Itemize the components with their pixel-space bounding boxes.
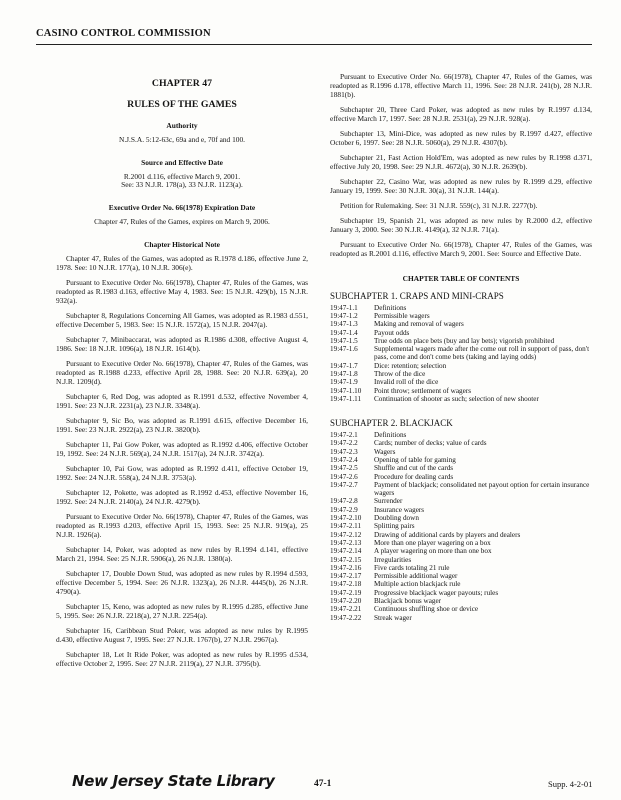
history-paragraph: Subchapter 8, Regulations Concerning All Games, was adopted as R.1983 d.551, effective December 5, 1983. See: 15 N.J.R. 1572(a), 15 N.J.R. 2047(a). bbox=[56, 310, 308, 329]
section-number: 19:47-1.1 bbox=[330, 303, 358, 312]
section-title: Definitions bbox=[374, 303, 407, 312]
source-heading: Source and Effective Date bbox=[141, 157, 223, 167]
source-line-2: See: 33 N.J.R. 178(a), 33 N.J.R. 1123(a). bbox=[121, 180, 243, 190]
section-title: Doubling down bbox=[374, 514, 419, 523]
section-title: Surrender bbox=[374, 497, 403, 506]
section-number: 19:47-1.4 bbox=[330, 328, 358, 337]
history-paragraph: Chapter 47, Rules of the Games, was adopted as R.1978 d.186, effective June 2, 1978. See: 10 N.J.R. 177(a), 10 N.J.R. 306(e). bbox=[56, 254, 308, 272]
toc-entry bbox=[330, 439, 592, 447]
history-paragraph: Subchapter 16, Caribbean Stud Poker, was adopted as new rules by R.1995 d.430, effective August 7, 1995. See: 27 N.J.R. 1767(b), 27 N.J.R. 2967(a). bbox=[56, 625, 308, 644]
history-paragraph: Petition for Rulemaking. See: 31 N.J.R. 559(c), 31 N.J.R. 2277(b). bbox=[340, 200, 538, 210]
history-paragraph: Subchapter 15, Keno, was adopted as new rules by R.1995 d.285, effective June 5, 1995. See: 26 N.J.R. 2218(a), 27 N.J.R. 2254(a). bbox=[56, 601, 308, 620]
section-title: Definitions bbox=[374, 431, 407, 440]
section-number: 19:47-1.2 bbox=[330, 311, 358, 320]
section-title: Continuation of shooter as such; selection of new shooter bbox=[374, 394, 539, 403]
toc-entry bbox=[330, 580, 592, 588]
toc-heading: CHAPTER TABLE OF CONTENTS bbox=[402, 273, 520, 283]
section-number: 19:47-2.22 bbox=[330, 613, 362, 622]
chapter-label: CHAPTER 47 bbox=[151, 78, 213, 89]
toc-entry bbox=[330, 547, 592, 555]
section-number: 19:47-2.9 bbox=[330, 505, 358, 514]
section-number: 19:47-2.20 bbox=[330, 597, 362, 606]
toc-entry bbox=[330, 614, 592, 622]
expiration-heading: Executive Order No. 66(1978) Expiration Date bbox=[108, 203, 256, 213]
history-paragraph: Subchapter 13, Mini-Dice, was adopted as new rules by R.1997 d.427, effective October 6, 1997. See: 28 N.J.R. 5060(a), 29 N.J.R. 4307(b). bbox=[330, 128, 592, 147]
toc-entry bbox=[330, 564, 592, 572]
subchapter-2-list bbox=[330, 431, 592, 622]
history-paragraph: Subchapter 18, Let It Ride Poker, was adopted as new rules by R.1995 d.534, effective October 2, 1995. See: 27 N.J.R. 2119(a), 27 N.J.R. 3795(b). bbox=[56, 649, 308, 668]
section-title: Insurance wagers bbox=[374, 505, 425, 514]
section-number: 19:47-2.14 bbox=[330, 547, 362, 556]
section-title: Invalid roll of the dice bbox=[374, 378, 439, 387]
section-title: True odds on place bets (buy and lay bets); vigorish prohibited bbox=[374, 336, 555, 345]
section-number: 19:47-2.11 bbox=[330, 522, 362, 531]
section-title: More than one player wagering on a box bbox=[374, 538, 491, 547]
section-number: 19:47-2.15 bbox=[330, 555, 362, 564]
chapter-title: RULES OF THE GAMES bbox=[127, 98, 237, 110]
history-paragraph: Pursuant to Executive Order No. 66(1978), Chapter 47, Rules of the Games, was readopted as R.1993 d.203, effective April 15, 1993. See: 25 N.J.R. 919(a), 25 N.J.R. 1926(a). bbox=[56, 511, 308, 539]
section-title: Cards; number of decks; value of cards bbox=[374, 439, 487, 448]
section-number: 19:47-2.4 bbox=[330, 455, 358, 464]
history-paragraph: Subchapter 22, Casino War, was adopted as new rules by R.1999 d.29, effective January 19, 1999. See: 30 N.J.R. 30(a), 31 N.J.R. 144(a). bbox=[330, 176, 592, 195]
toc-entry bbox=[330, 456, 592, 464]
toc-entry bbox=[330, 312, 592, 320]
section-number: 19:47-2.5 bbox=[330, 464, 358, 473]
toc-entry bbox=[330, 497, 592, 505]
section-title: Streak wager bbox=[374, 613, 412, 622]
section-title: Payment of blackjack; consolidated net payout option for certain insurance wagers bbox=[374, 480, 590, 498]
section-title: Point throw; settlement of wagers bbox=[374, 386, 472, 395]
toc-entry bbox=[330, 329, 592, 337]
section-title: Splitting pairs bbox=[374, 522, 415, 531]
subchapter-1-title: SUBCHAPTER 1. CRAPS AND MINI-CRAPS bbox=[330, 290, 504, 301]
subchapter-1-list bbox=[330, 304, 592, 404]
history-paragraph: Subchapter 7, Minibaccarat, was adopted as R.1986 d.308, effective August 4, 1986. See: 18 N.J.R. 1096(a), 18 N.J.R. 1614(b). bbox=[56, 334, 308, 353]
toc-entry bbox=[330, 572, 592, 580]
section-number: 19:47-1.3 bbox=[330, 320, 358, 329]
section-number: 19:47-2.21 bbox=[330, 605, 362, 614]
history-paragraph: Subchapter 19, Spanish 21, was adopted as new rules by R.2000 d.2, effective January 3, 2000. See: 30 N.J.R. 4149(a), 32 N.J.R. 71(a). bbox=[330, 216, 592, 234]
section-title: Permissible additional wager bbox=[374, 572, 458, 581]
section-title: Wagers bbox=[374, 447, 396, 456]
history-paragraph: Subchapter 14, Poker, was adopted as new rules by R.1994 d.141, effective March 21, 1994. See: 25 N.J.R. 5906(a), 26 N.J.R. 1380(a). bbox=[56, 544, 308, 563]
section-number: 19:47-2.12 bbox=[330, 530, 362, 539]
left-column bbox=[56, 70, 308, 675]
history-paragraph: Subchapter 20, Three Card Poker, was adopted as new rules by R.1997 d.134, effective March 17, 1997. See: 28 N.J.R. 2531(a), 29 N.J.R. 928(a). bbox=[330, 104, 592, 123]
section-title: Continuous shuffling shoe or device bbox=[374, 605, 479, 614]
authority-heading: Authority bbox=[166, 120, 198, 130]
header-rule bbox=[36, 44, 592, 45]
section-title: Procedure for dealing cards bbox=[374, 472, 454, 481]
toc-entry bbox=[330, 514, 592, 522]
library-stamp: New Jersey State Library bbox=[72, 772, 275, 790]
section-title: Irregularities bbox=[374, 555, 412, 564]
section-title: Supplemental wagers made after the come out roll in support of pass, don't pass, come and don't come bets (taking and laying odds) bbox=[374, 345, 590, 362]
section-title: Permissible wagers bbox=[374, 311, 430, 320]
history-paragraph: Pursuant to Executive Order No. 66(1978), Chapter 47, Rules of the Games, was readopted as R.2001 d.116, effective March 9, 2001. See: Source and Effective Date. bbox=[330, 240, 592, 258]
toc-entry bbox=[330, 448, 592, 456]
section-title: A player wagering on more than one box bbox=[374, 547, 492, 556]
history-paragraph: Subchapter 21, Fast Action Hold'Em, was adopted as new rules by R.1998 d.371, effective July 20, 1998. See: 29 N.J.R. 4672(a), 30 N.J.R. 2639(b). bbox=[330, 152, 592, 171]
supplement-date: Supp. 4-2-01 bbox=[548, 779, 593, 789]
toc-entry bbox=[330, 362, 592, 370]
authority-text: N.J.S.A. 5:12-63c, 69a and e, 70f and 100. bbox=[118, 134, 246, 144]
toc-entry bbox=[330, 387, 592, 395]
section-title: Shuffle and cut of the cards bbox=[374, 464, 454, 473]
section-title: Throw of the dice bbox=[374, 370, 426, 378]
section-number: 19:47-2.2 bbox=[330, 439, 358, 448]
expiration-text: Chapter 47, Rules of the Games, expires on March 9, 2006. bbox=[94, 217, 270, 227]
section-title: Making and removal of wagers bbox=[374, 320, 464, 329]
source-line-1: R.2001 d.116, effective March 9, 2001. bbox=[123, 171, 241, 181]
section-title: Opening of table for gaming bbox=[374, 455, 456, 464]
toc-entry bbox=[330, 395, 592, 403]
section-number: 19:47-2.1 bbox=[330, 431, 358, 440]
history-paragraph: Subchapter 12, Pokette, was adopted as R.1992 d.453, effective November 16, 1992. See: 24 N.J.R. 2140(a), 24 N.J.R. 4279(b). bbox=[56, 487, 308, 506]
history-notes bbox=[56, 255, 308, 668]
section-number: 19:47-2.6 bbox=[330, 472, 358, 481]
toc-spacer bbox=[330, 403, 592, 413]
section-title: Progressive blackjack wager payouts; rules bbox=[374, 588, 499, 597]
section-number: 19:47-1.8 bbox=[330, 370, 358, 378]
section-number: 19:47-1.7 bbox=[330, 361, 358, 370]
section-title: Dice: retention; selection bbox=[374, 361, 447, 370]
toc-entry bbox=[330, 531, 592, 539]
section-number: 19:47-2.8 bbox=[330, 497, 358, 506]
history-paragraph: Pursuant to Executive Order No. 66(1978), Chapter 47, Rules of the Games, was readopted as R.1983 d.163, effective May 4, 1983. See: 15 N.J.R. 429(b), 15 N.J.R. 932(a). bbox=[56, 278, 308, 305]
toc-entry bbox=[330, 506, 592, 514]
toc-entry bbox=[330, 589, 592, 597]
section-number: 19:47-2.17 bbox=[330, 572, 362, 581]
toc-entry bbox=[330, 473, 592, 481]
toc-entry bbox=[330, 539, 592, 547]
section-number: 19:47-2.10 bbox=[330, 514, 362, 523]
section-number: 19:47-1.10 bbox=[330, 386, 362, 395]
toc-entry bbox=[330, 431, 592, 439]
history-paragraph: Pursuant to Executive Order No. 66(1978), Chapter 47, Rules of the Games, was readopted as R.1996 d.178, effective March 11, 1996. See: 28 N.J.R. 241(b), 28 N.J.R. 1881(b). bbox=[330, 72, 592, 99]
section-number: 19:47-2.19 bbox=[330, 588, 362, 597]
history-paragraph: Subchapter 9, Sic Bo, was adopted as R.1991 d.615, effective December 16, 1991. See: 23 N.J.R. 2922(a), 23 N.J.R. 3820(b). bbox=[56, 415, 308, 434]
section-title: Five cards totaling 21 rule bbox=[374, 563, 450, 572]
section-number: 19:47-1.9 bbox=[330, 378, 358, 387]
section-number: 19:47-1.6 bbox=[330, 345, 358, 354]
right-column bbox=[330, 73, 592, 622]
history-paragraph: Pursuant to Executive Order No. 66(1978), Chapter 47, Rules of the Games, was readopted as R.1988 d.233, effective April 28, 1988. See: 20 N.J.R. 639(a), 20 N.J.R. 1209(d). bbox=[56, 358, 308, 386]
section-title: Drawing of additional cards by players and dealers bbox=[374, 530, 521, 539]
section-number: 19:47-2.18 bbox=[330, 580, 362, 589]
section-number: 19:47-2.13 bbox=[330, 538, 362, 547]
toc-entry bbox=[330, 370, 592, 378]
subchapter-2-title: SUBCHAPTER 2. BLACKJACK bbox=[330, 418, 453, 429]
toc-entry bbox=[330, 337, 592, 345]
section-number: 19:47-1.11 bbox=[330, 394, 362, 403]
section-title: Blackjack bonus wager bbox=[374, 597, 442, 606]
toc-entry bbox=[330, 556, 592, 564]
toc-entry bbox=[330, 378, 592, 386]
toc-entry bbox=[330, 605, 592, 613]
page-number: 47-1 bbox=[314, 779, 332, 789]
toc-entry bbox=[330, 481, 592, 498]
history-paragraph: Subchapter 17, Double Down Stud, was adopted as new rules by R.1994 d.593, effective December 5, 1994. See: 26 N.J.R. 1323(a), 26 N.J.R. 4445(b), 26 N.J.R. 4790(a). bbox=[56, 568, 308, 596]
toc-entry bbox=[330, 464, 592, 472]
section-number: 19:47-2.7 bbox=[330, 480, 358, 489]
section-number: 19:47-1.5 bbox=[330, 336, 358, 345]
section-number: 19:47-2.3 bbox=[330, 447, 358, 456]
history-paragraph: Subchapter 6, Red Dog, was adopted as R.1991 d.532, effective November 4, 1991. See: 23 N.J.R. 2231(a), 23 N.J.R. 3348(a). bbox=[56, 391, 308, 410]
section-number: 19:47-2.16 bbox=[330, 563, 362, 572]
toc-entry bbox=[330, 522, 592, 530]
history-heading: Chapter Historical Note bbox=[144, 240, 220, 250]
section-title: Multiple action blackjack rule bbox=[374, 580, 461, 589]
toc-entry bbox=[330, 345, 592, 362]
history-paragraph: Subchapter 11, Pai Gow Poker, was adopted as R.1992 d.406, effective October 19, 1992. See: 24 N.J.R. 569(a), 24 N.J.R. 1517(a), 24 N.J.R. 3742(a). bbox=[56, 439, 308, 458]
toc-entry bbox=[330, 320, 592, 328]
toc-entry bbox=[330, 597, 592, 605]
running-head: CASINO CONTROL COMMISSION bbox=[36, 28, 211, 39]
history-paragraph: Subchapter 10, Pai Gow, was adopted as R.1992 d.411, effective October 19, 1992. See: 24 N.J.R. 558(a), 24 N.J.R. 3753(a). bbox=[56, 463, 308, 482]
section-title: Payout odds bbox=[374, 328, 410, 337]
toc-entry bbox=[330, 304, 592, 312]
